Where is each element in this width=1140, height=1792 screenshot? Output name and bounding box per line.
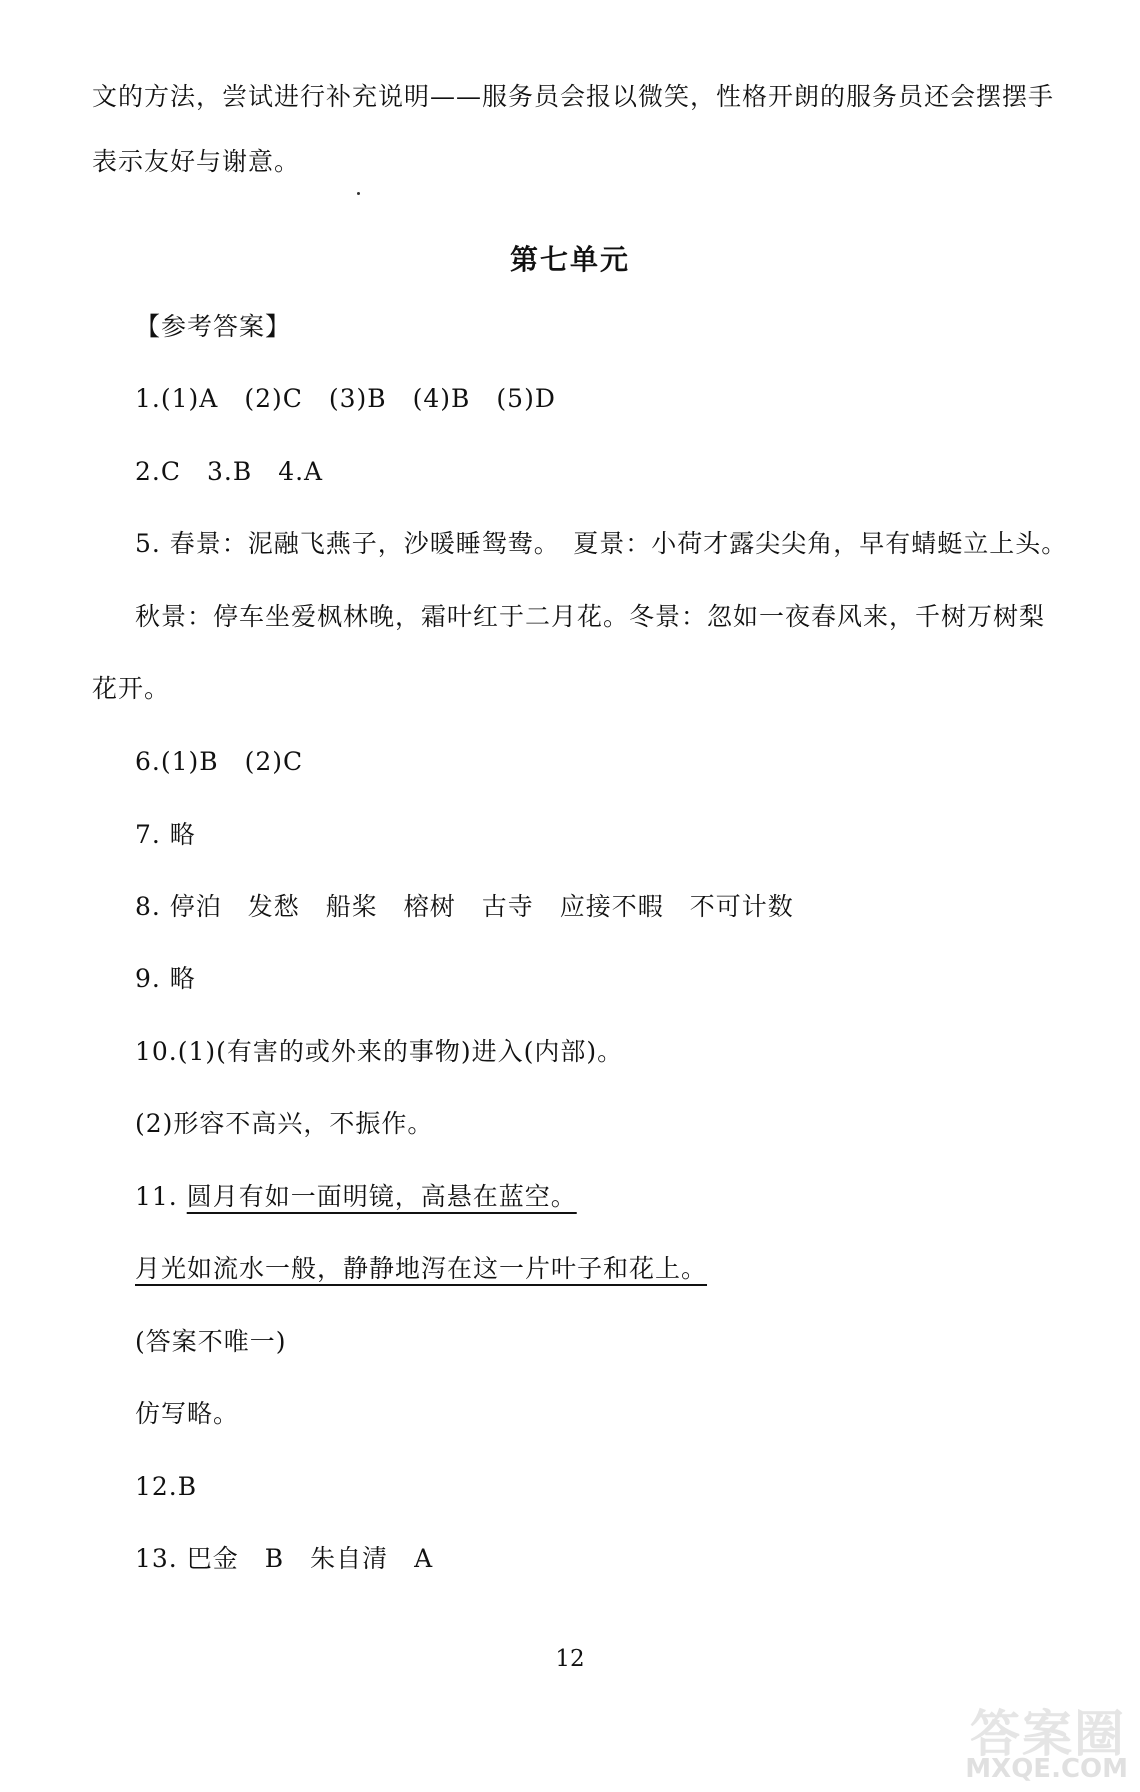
answer-1: 1.(1)A (2)C (3)B (4)B (5)D	[135, 384, 556, 413]
intro-line-2: 表示友好与谢意。	[92, 147, 301, 176]
answer-heading: 【参考答案】	[135, 312, 292, 341]
page-number: 12	[555, 1646, 585, 1672]
section-title: 第七单元	[509, 243, 630, 276]
answer-2-4: 2.C 3.B 4.A	[135, 457, 324, 486]
answer-11-line-1	[135, 1180, 577, 1214]
answer-5-line-3: 花开。	[92, 674, 171, 703]
answer-11-line-2	[135, 1252, 707, 1286]
answer-5-line-2: 秋景：停车坐爱枫林晚，霜叶红于二月花。冬景：忽如一夜春风来，千树万树梨	[135, 602, 1046, 631]
watermark-logo	[942, 1694, 1132, 1786]
answer-5-line-1: 5. 春景：泥融飞燕子，沙暖睡鸳鸯。 夏景：小荷才露尖尖角，早有蜻蜓立上头。	[135, 529, 1068, 558]
answer-10-line-1: 10.(1)(有害的或外来的事物)进入(内部)。	[135, 1037, 624, 1066]
answer-11-number: 11.	[135, 1182, 187, 1211]
answer-8: 8. 停泊 发愁 船桨 榕树 古寺 应接不暇 不可计数	[135, 892, 794, 921]
answer-11-sentence-2: 月光如流水一般，静静地泻在这一片叶子和花上。	[135, 1254, 708, 1283]
answer-12: 12.B	[135, 1472, 198, 1501]
answer-6: 6.(1)B (2)C	[135, 747, 304, 776]
answer-9: 9. 略	[135, 964, 196, 993]
watermark-url: MXQE.COM	[965, 1754, 1128, 1784]
answer-11-extra: 仿写略。	[135, 1399, 240, 1428]
answer-11-sentence-1: 圆月有如一面明镜，高悬在蓝空。	[186, 1182, 577, 1211]
stray-dot	[357, 192, 360, 195]
answer-13: 13. 巴金 B 朱自清 A	[135, 1544, 434, 1573]
intro-line-1: 文的方法，尝试进行补充说明——服务员会报以微笑，性格开朗的服务员还会摆摆手	[92, 82, 1055, 111]
answer-10-line-2: (2)形容不高兴，不振作。	[135, 1109, 434, 1138]
answer-7: 7. 略	[135, 820, 196, 849]
watermark-text: 答案圈	[970, 1705, 1126, 1763]
answer-11-note: (答案不唯一)	[135, 1327, 287, 1356]
